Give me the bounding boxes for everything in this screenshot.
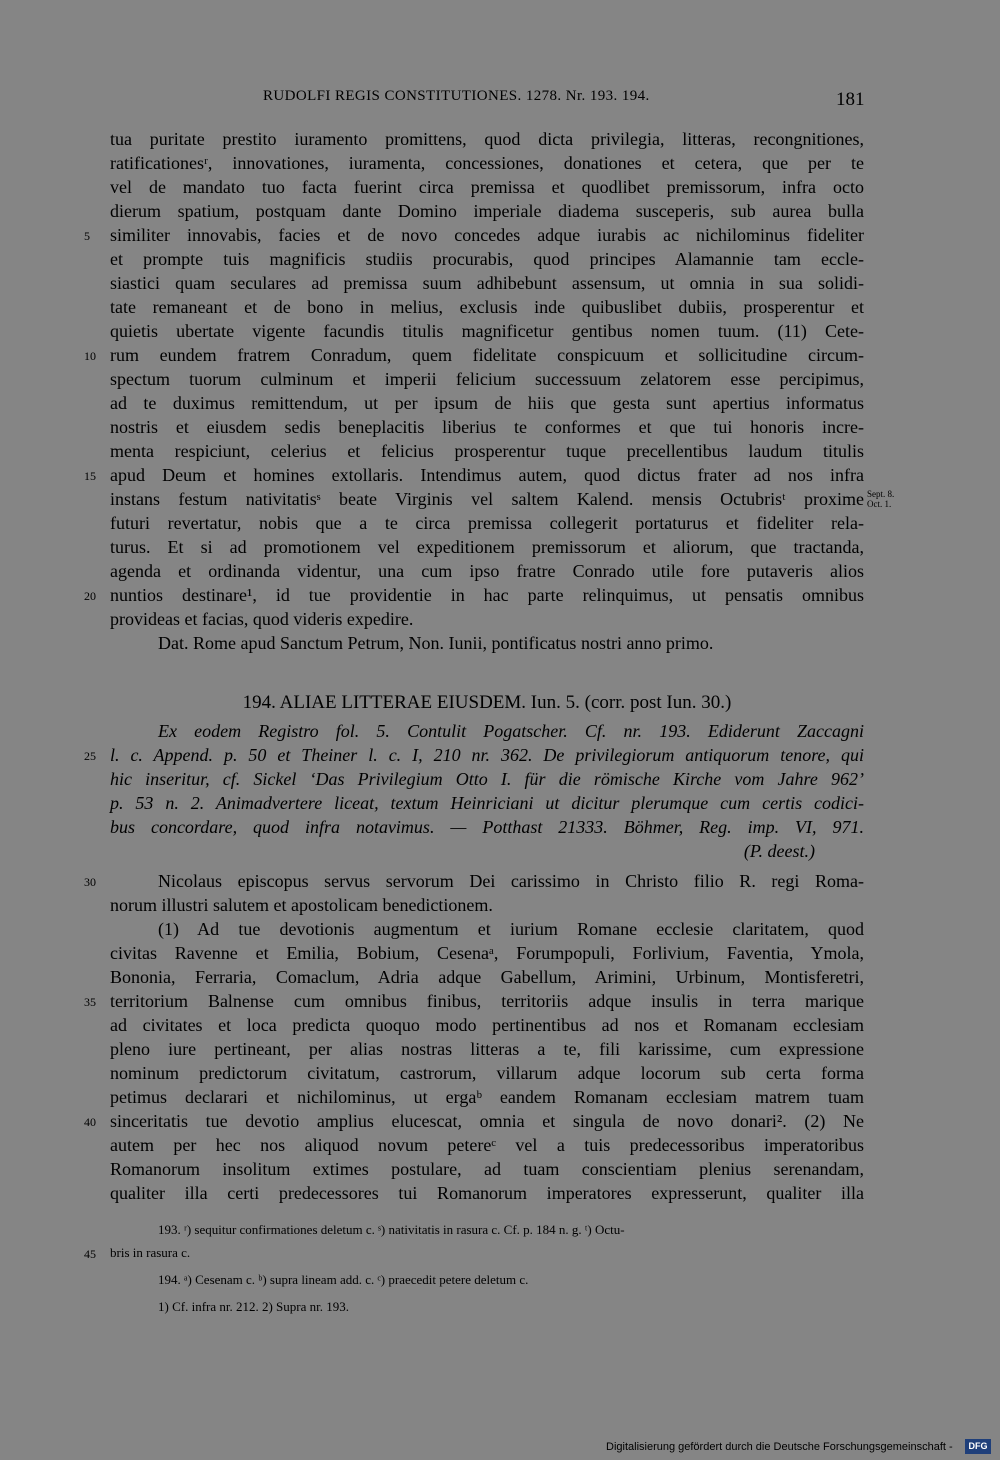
footnote-193-cont: bris in rasura c.: [110, 1245, 191, 1260]
line-number: 5: [84, 229, 90, 243]
source-line: p. 53 n. 2. Animadvertere liceat, textum Heinriciani ut dicitur plerumque cum certis codici-: [110, 793, 864, 813]
line-number: 45: [84, 1247, 96, 1261]
footnote-numbered: 1) Cf. infra nr. 212. 2) Supra nr. 193.: [158, 1299, 350, 1314]
intro-line: Nicolaus episcopus servus servorum Dei carissimo in Christo filio R. regi Roma-: [158, 871, 864, 891]
text-line: agenda et ordinanda videntur, una cum ipso fratre Conrado utile fore putaveris alios: [110, 561, 864, 581]
text-line: sinceritatis tue devotio amplius elucescat, omnia et singula de novo donari². (2) Ne: [110, 1111, 864, 1131]
footnote-194: 194. ᵃ) Cesenam c. ᵇ) supra lineam add. c. ᶜ) praecedit petere deletum c.: [158, 1272, 529, 1287]
text-line: apud Deum et homines extollaris. Intendimus autem, quod dictus frater ad nos infra: [110, 465, 864, 485]
digitization-credit: Digitalisierung gefördert durch die Deutsche Forschungsgemeinschaft -: [606, 1441, 953, 1453]
text-line: provideas et facias, quod videris expedire.: [110, 609, 414, 629]
line-number: 30: [84, 875, 96, 889]
source-line: bus concordare, quod infra notavimus. — Potthast 21333. Böhmer, Reg. imp. VI, 971.: [110, 817, 864, 837]
line-number: 15: [84, 469, 96, 483]
source-line: Ex eodem Registro fol. 5. Contulit Pogatscher. Cf. nr. 193. Ediderunt Zaccagni: [158, 721, 864, 741]
line-number: 10: [84, 349, 96, 363]
text-line: ratificationesʳ, innovationes, iuramenta, concessiones, donationes et cetera, que per te: [110, 153, 864, 173]
text-line: Bononia, Ferraria, Comaclum, Adria adque Gabellum, Arimini, Urbinum, Montisferetri,: [110, 967, 864, 987]
running-title: RUDOLFI REGIS CONSTITUTIONES. 1278. Nr. 193. 194.: [263, 88, 650, 104]
text-line: (1) Ad tue devotionis augmentum et iurium Romane ecclesie claritatem, quod: [158, 919, 864, 939]
text-line: siastici quam seculares ad premissa suum adhibebunt assensum, ut omnia in sua solidi-: [110, 273, 864, 293]
margin-date-note: Sept. 8.: [867, 489, 895, 499]
text-line: ad civitates et loca predicta quoquo modo pertinentibus ad nos et Romanam ecclesiam: [110, 1015, 864, 1035]
text-line: ad te duximus remittendum, ut per ipsum de hiis que gesta sunt apertius informatus: [110, 393, 864, 413]
dfg-logo: DFG: [965, 1439, 991, 1454]
text-line: dierum spatium, postquam dante Domino imperiale diadema susceperis, sub aurea bulla: [110, 201, 864, 221]
text-line: instans festum nativitatisˢ beate Virginis vel saltem Kalend. mensis Octubrisᵗ proxime: [110, 489, 864, 509]
line-number: 25: [84, 749, 96, 763]
text-line: Romanorum insolitum extimes postulare, ad tuam conscientiam plenius serenandam,: [110, 1159, 864, 1179]
line-number: 40: [84, 1115, 96, 1129]
text-line: tua puritate prestito iuramento promittens, quod dicta privilegia, litteras, recongnitiones,: [110, 129, 864, 149]
margin-date-note: Oct. 1.: [867, 499, 892, 509]
dating-line: Dat. Rome apud Sanctum Petrum, Non. Iunii, pontificatus nostri anno primo.: [158, 633, 714, 653]
text-line: autem per hec nos aliquod novum petereᶜ vel a tuis predecessoribus imperatoribus: [110, 1135, 864, 1155]
text-line: similiter innovabis, facies et de novo concedes adque iurabis ac nichilominus fideliter: [110, 225, 864, 245]
line-number: 20: [84, 589, 96, 603]
source-line: (P. deest.): [743, 841, 815, 861]
text-line: nominum predictorum civitatum, castrorum, villarum adque locorum sub certa forma: [110, 1063, 864, 1083]
text-line: spectum tuorum culminum et imperii felicium successuum zelatorem esse percipimus,: [110, 369, 864, 389]
source-line: l. c. Append. p. 50 et Theiner l. c. I, 210 nr. 362. De privilegiorum antiquorum tenore, qui: [110, 745, 864, 765]
text-line: petimus declarari et nichilominus, ut ergaᵇ eandem Romanam ecclesiam matrem tuam: [110, 1087, 864, 1107]
text-line: pleno iure pertineant, per alias nostras litteras a te, fili karissime, cum expressione: [110, 1039, 864, 1059]
text-line: nostris et eiusdem sedis beneplacitis liberius te conformes et que tui honoris incre-: [110, 417, 864, 437]
text-line: qualiter illa certi predecessores tui Romanorum imperatores expresserunt, qualiter illa: [110, 1183, 864, 1203]
text-line: futuri revertatur, nobis que a te circa premissa collegerit portaturus et fideliter rela-: [110, 513, 864, 533]
text-line: civitas Ravenne et Emilia, Bobium, Cesenaᵃ, Forumpopuli, Forlivium, Faventia, Ymola,: [110, 943, 864, 963]
source-line: hic inseritur, cf. Sickel ‘Das Privilegium Otto I. für die römische Kirche vom Jahre 962’: [110, 769, 864, 789]
text-line: territorium Balnense cum omnibus finibus, territoriis adque insulis in terra marique: [110, 991, 864, 1011]
text-line: nuntios destinare¹, id tue providentie in hac parte relinquimus, ut pensatis omnibus: [110, 585, 864, 605]
footnote-193: 193. ʳ) sequitur confirmationes deletum c. ˢ) nativitatis in rasura c. Cf. p. 184 n. g. ᵗ) Octu-: [158, 1222, 625, 1237]
line-number: 35: [84, 995, 96, 1009]
text-line: menta respiciunt, celerius et felicius prosperentur tuque precellentibus laudum titulis: [110, 441, 864, 461]
text-line: et prompte tuis magnificis studiis procurabis, quod principes Alamannie tam eccle-: [110, 249, 864, 269]
text-line: quietis ubertate vigente facundis titulis magnificetur gentibus nomen tuum. (11) Cete-: [110, 321, 864, 341]
text-line: turus. Et si ad promotionem vel expeditionem premissorum et aliorum, que tractanda,: [110, 537, 864, 557]
text-line: rum eundem fratrem Conradum, quem fidelitate conspicuum et sollicitudine circum-: [110, 345, 864, 365]
text-line: tate remaneant et de bono in melius, exclusis inde quibuslibet dubiis, prosperentur et: [110, 297, 864, 317]
document-title: 194. ALIAE LITTERAE EIUSDEM. Iun. 5. (corr. post Iun. 30.): [242, 692, 732, 713]
intro-line: norum illustri salutem et apostolicam benedictionem.: [110, 895, 493, 915]
text-line: vel de mandato tuo facta fuerint circa premissa et quodlibet premissorum, infra octo: [110, 177, 864, 197]
page-number: 181: [836, 89, 865, 110]
